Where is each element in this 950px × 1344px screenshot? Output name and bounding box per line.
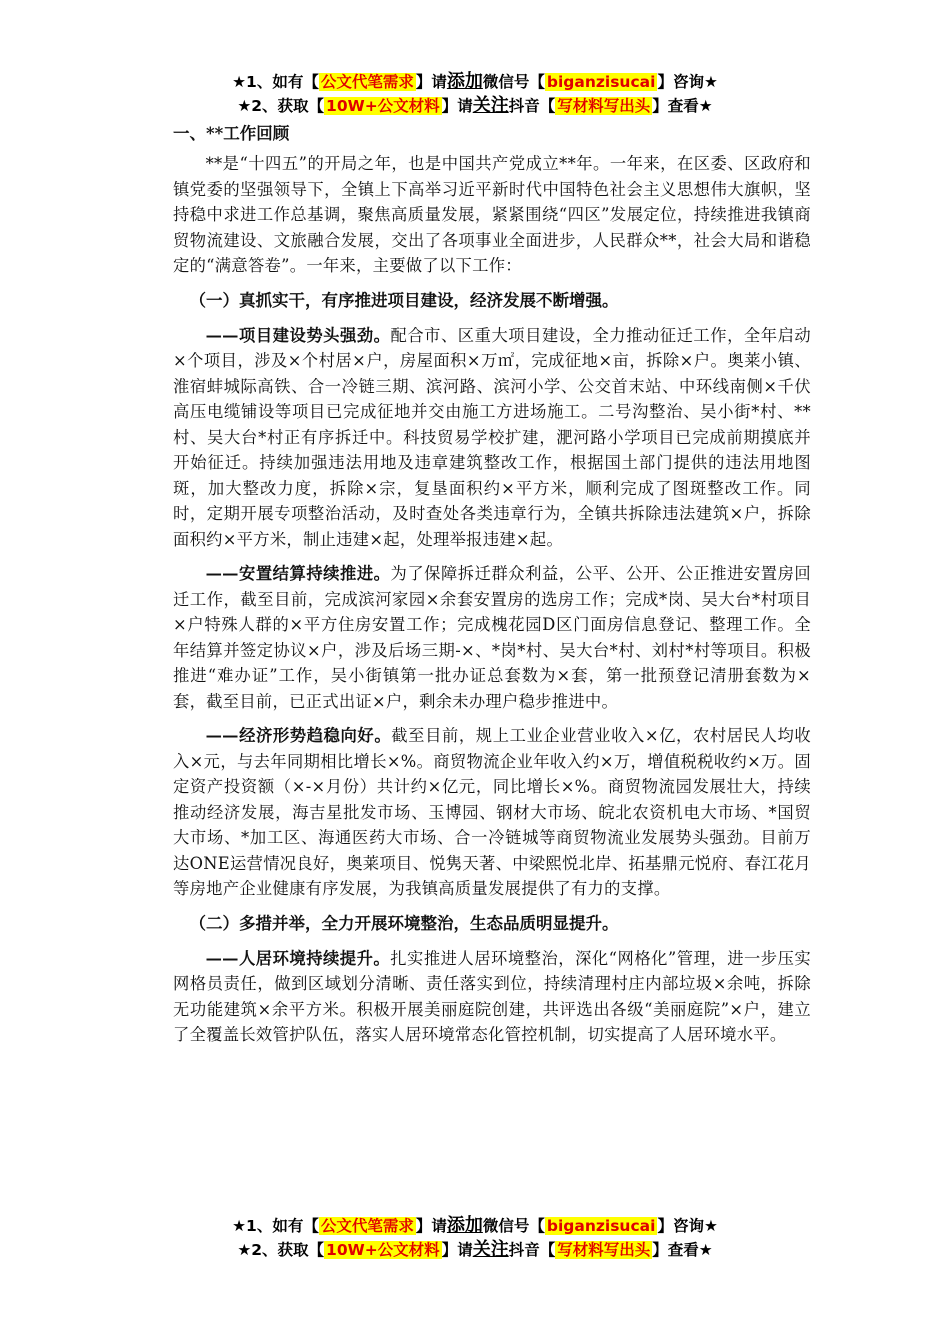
intro-paragraph: **是“十四五”的开局之年，也是中国共产党成立**年。一年来，在区委、区政府和镇党委的坚强领导下，全镇上下高举习近平新时代中国特色社会主义思想伟大旗帜，坚持稳中求进工作总基调，聚焦高质量发展，紧紧围绕“四区”发展定位，持续推进我镇商贸物流建设、文旅融合发展，交出了各项事业全面进步，人民群众**，社会大局和谐稳定的“满意答卷”。一年来，主要做了以下工作：	[173, 154, 811, 275]
promo-line-1	[0, 70, 950, 94]
promo-text: 微信号【	[482, 1217, 545, 1235]
paragraph-lead: ——经济形势趋稳向好。	[205, 726, 392, 745]
paragraph-text: 截至目前，规上工业企业营业收入×亿，农村居民人均收入×元，与去年同期相比增长×%。商贸物流企业年收入约×万，增值税税收约×万。固定资产投资额（×-×月份）共计约×亿元，同比增长×%。商贸物流园发展壮大，持续推动经济发展，海吉星批发市场、玉博园、钢材大市场、皖北农资机电大市场、*国贸大市场、*加工区、海通医药大市场、合一冷链城等商贸物流业发展势头强劲。目前万达ONE运营情况良好，奥莱项目、悦隽天著、中梁熙悦北岸、拓基鼎元悦府、春江花月等房地产企业健康有序发展，为我镇高质量发展提供了有力的支撑。	[173, 726, 811, 898]
promo-highlight: 公文代笔需求	[320, 73, 414, 91]
subsection-title-2: （二）多措并举，全力开展环境整治，生态品质明显提升。	[189, 913, 619, 933]
promo-highlight: 10W+公文材料	[326, 1241, 440, 1259]
promo-text: ★1、如有【	[232, 73, 319, 91]
promo-text: 】请	[415, 73, 447, 91]
paragraph-economy	[173, 723, 811, 902]
promo-line-2	[0, 94, 950, 118]
promo-line-2	[0, 1238, 950, 1262]
promo-text: ★1、如有【	[232, 1217, 319, 1235]
promo-text: 】咨询★	[657, 1217, 718, 1235]
subsection-title-1: （一）真抓实干，有序推进项目建设，经济发展不断增强。	[189, 290, 619, 310]
paragraph-lead: ——人居环境持续提升。	[205, 948, 391, 968]
document-body	[173, 121, 811, 1057]
paragraph-lead: ——安置结算持续推进。	[205, 564, 391, 583]
promo-line-1	[0, 1214, 950, 1238]
paragraph-lead: ——项目建设势头强劲。	[205, 325, 391, 345]
promo-text: 抖音【	[508, 97, 556, 115]
promo-text: 】请	[441, 1241, 473, 1259]
section-heading: 一、**工作回顾	[173, 124, 290, 143]
promo-emphasis: 添加	[446, 71, 483, 92]
promo-text: ★2、获取【	[237, 1241, 325, 1259]
promo-banner-top	[0, 70, 950, 118]
promo-highlight-wechat: biganzisucai	[546, 1217, 656, 1235]
paragraph-text: 为了保障拆迁群众利益，公平、公开、公正推进安置房回迁工作，截至目前，完成滨河家园×余套安置房的选房工作；完成*岗、吴大台*村项目×户特殊人群的×平方住房安置工作；完成槐花园D区门面房信息登记、整理工作。全年结算并签定协议×户，涉及后场三期-×、*岗*村、吴大台*村、刘村*村等项目。积极推进“难办证”工作，吴小街镇第一批办证总套数为×套，第一批预登记清册套数为×套，截至目前，已正式出证×户，剩余未办理户稳步推进中。	[173, 564, 811, 711]
promo-banner-bottom	[0, 1214, 950, 1262]
promo-highlight: 10W+公文材料	[326, 97, 440, 115]
paragraph-text: 配合市、区重大项目建设，全力推动征迁工作，全年启动×个项目，涉及×个村居×户，房屋面积×万㎡，完成征地×亩，拆除×户。奥莱小镇、淮宿蚌城际高铁、合一冷链三期、滨河路、滨河小学、公交首末站、中环线南侧×千伏高压电缆铺设等项目已完成征地并交由施工方进场施工。二号沟整治、吴小街*村、**村、吴大台*村正有序拆迁中。科技贸易学校扩建，淝河路小学项目已完成前期摸底并开始征迁。持续加强违法用地及违章建筑整改工作，根据国土部门提供的违法用地图斑，加大整改力度，拆除×宗，复垦面积约×平方米，顺利完成了图斑整改工作。同时，定期开展专项整治活动，及时查处各类违章行为，全镇共拆除违法建筑×户，拆除面积约×平方米，制止违建×起，处理举报违建×起。	[173, 325, 811, 549]
promo-highlight-wechat: biganzisucai	[546, 73, 656, 91]
promo-highlight-douyin: 写材料写出头	[557, 1241, 651, 1259]
promo-emphasis: 关注	[472, 1239, 509, 1260]
promo-text: ★2、获取【	[237, 97, 325, 115]
promo-text: 】请	[441, 97, 473, 115]
promo-text: 微信号【	[482, 73, 545, 91]
promo-text: 】查看★	[652, 1241, 713, 1259]
promo-highlight-douyin: 写材料写出头	[557, 97, 651, 115]
promo-text: 】请	[415, 1217, 447, 1235]
promo-text: 抖音【	[508, 1241, 556, 1259]
paragraph-resettlement	[173, 561, 811, 714]
paragraph-living-environment	[173, 946, 811, 1048]
promo-emphasis: 关注	[472, 95, 509, 116]
paragraph-text: 扎实推进人居环境整治，深化“网格化”管理，进一步压实网格员责任，做到区域划分清晰、责任落实到位，持续清理村庄内部垃圾×余吨，拆除无功能建筑×余平方米。积极开展美丽庭院创建，共评选出各级“美丽庭院”×户，建立了全覆盖长效管护队伍，落实人居环境常态化管控机制，切实提高了人居环境水平。	[173, 948, 811, 1044]
promo-text: 】咨询★	[657, 73, 718, 91]
promo-highlight: 公文代笔需求	[320, 1217, 414, 1235]
promo-emphasis: 添加	[446, 1215, 483, 1236]
promo-text: 】查看★	[652, 97, 713, 115]
paragraph-project-construction	[173, 323, 811, 553]
